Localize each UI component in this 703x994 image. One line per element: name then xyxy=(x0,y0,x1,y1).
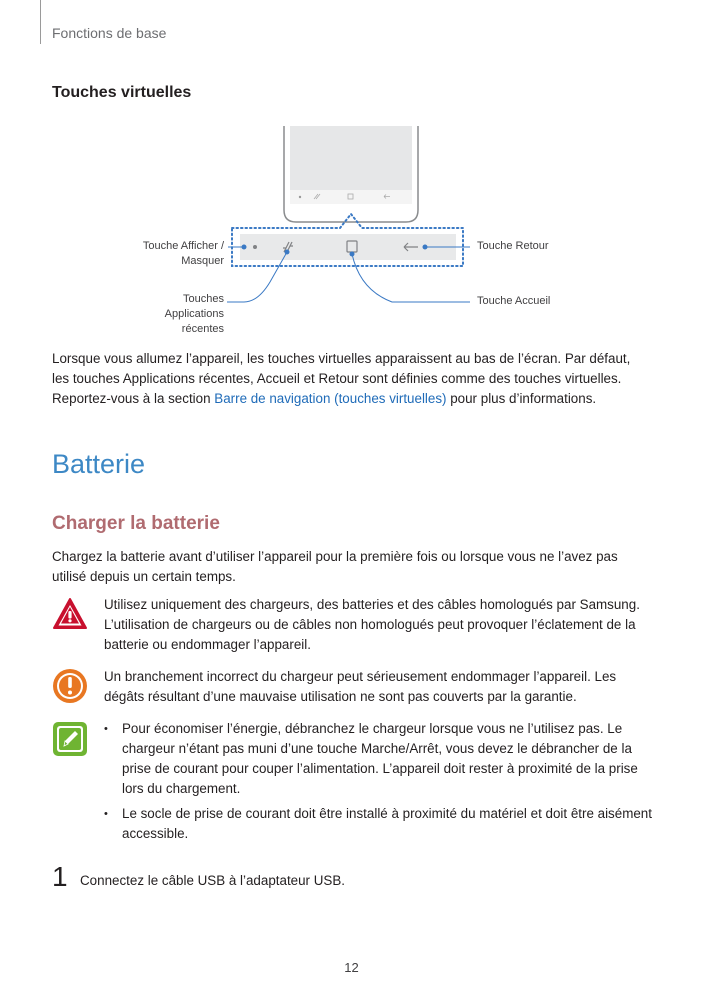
bullet-item: • Pour économiser l’énergie, débranchez le chargeur lorsque vous ne l’utilisez pas. Le chargeur n’étant pas muni d’une touche Marche/Arrêt, vous devez le débrancher de la prise de courant pour couper l’alimentation. L’appareil doit rester à proximité de la prise lors du chargement. xyxy=(104,721,638,796)
exclamation-circle-icon xyxy=(52,668,88,704)
leader-dot-recent-apps xyxy=(285,250,290,255)
warning-note: Utilisez uniquement des chargeurs, des batteries et des câbles homologués par Samsung. L’utilisation de chargeurs ou de câbles non homologués peut provoquer l’éclatement de la batterie ou endommager l’appareil. xyxy=(104,597,640,652)
label-back-key: Touche Retour xyxy=(477,240,549,252)
running-header: Fonctions de base xyxy=(52,25,167,41)
page-number: 12 xyxy=(344,960,359,975)
leader-dot-home xyxy=(350,252,355,257)
note-pencil-icon xyxy=(52,721,88,757)
label-recent-apps-key: Touches Applications récentes xyxy=(164,293,224,335)
caution-note: Un branchement incorrect du chargeur peut sérieusement endommager l’appareil. Les dégâts résultant d’une mauvaise utilisation ne sont pas couverts par la garantie. xyxy=(104,669,617,704)
heading-charge-battery: Charger la batterie xyxy=(52,513,220,534)
leader-home xyxy=(352,254,470,302)
virtual-keys-paragraph: Lorsque vous allumez l’appareil, les touches virtuelles apparaissent au bas de l’écran. Par défaut, les touches Applications récentes, Accueil et Retour sont définies comme des touches virtuelles. Reportez-vous à la section Barre de navigation (touches virtuelles) pour plus d’informations. xyxy=(52,351,631,406)
navigation-bar-link[interactable]: Barre de navigation (touches virtuelles) xyxy=(214,391,447,406)
show-hide-key-icon xyxy=(253,245,257,249)
heading-battery: Batterie xyxy=(52,449,146,479)
leader-dot-show-hide xyxy=(242,245,247,250)
label-show-hide-key: Touche Afficher / Masquer xyxy=(142,240,224,267)
mini-dot-icon xyxy=(299,196,301,198)
battery-intro: Chargez la batterie avant d’utiliser l’appareil pour la première fois ou lorsque vous ne l’avez pas utilisé depuis un certain temps. xyxy=(52,549,618,584)
bullet-item: • Le socle de prise de courant doit être installé à proximité du matériel et doit être aisément accessible. xyxy=(104,806,652,841)
step-number: 1 xyxy=(52,861,68,892)
label-home-key: Touche Accueil xyxy=(477,295,551,307)
virtual-keys-diagram xyxy=(0,118,703,340)
phone-screen xyxy=(290,126,412,190)
note-bullets xyxy=(104,719,656,844)
step-text: Connectez le câble USB à l’adaptateur USB. xyxy=(80,873,345,888)
section-title-virtual-keys: Touches virtuelles xyxy=(52,84,192,101)
diagram-svg xyxy=(0,118,703,340)
leader-dot-back xyxy=(423,245,428,250)
warning-triangle-icon xyxy=(52,596,88,632)
phone-nav-bar xyxy=(290,190,412,204)
header-rule xyxy=(40,0,41,44)
